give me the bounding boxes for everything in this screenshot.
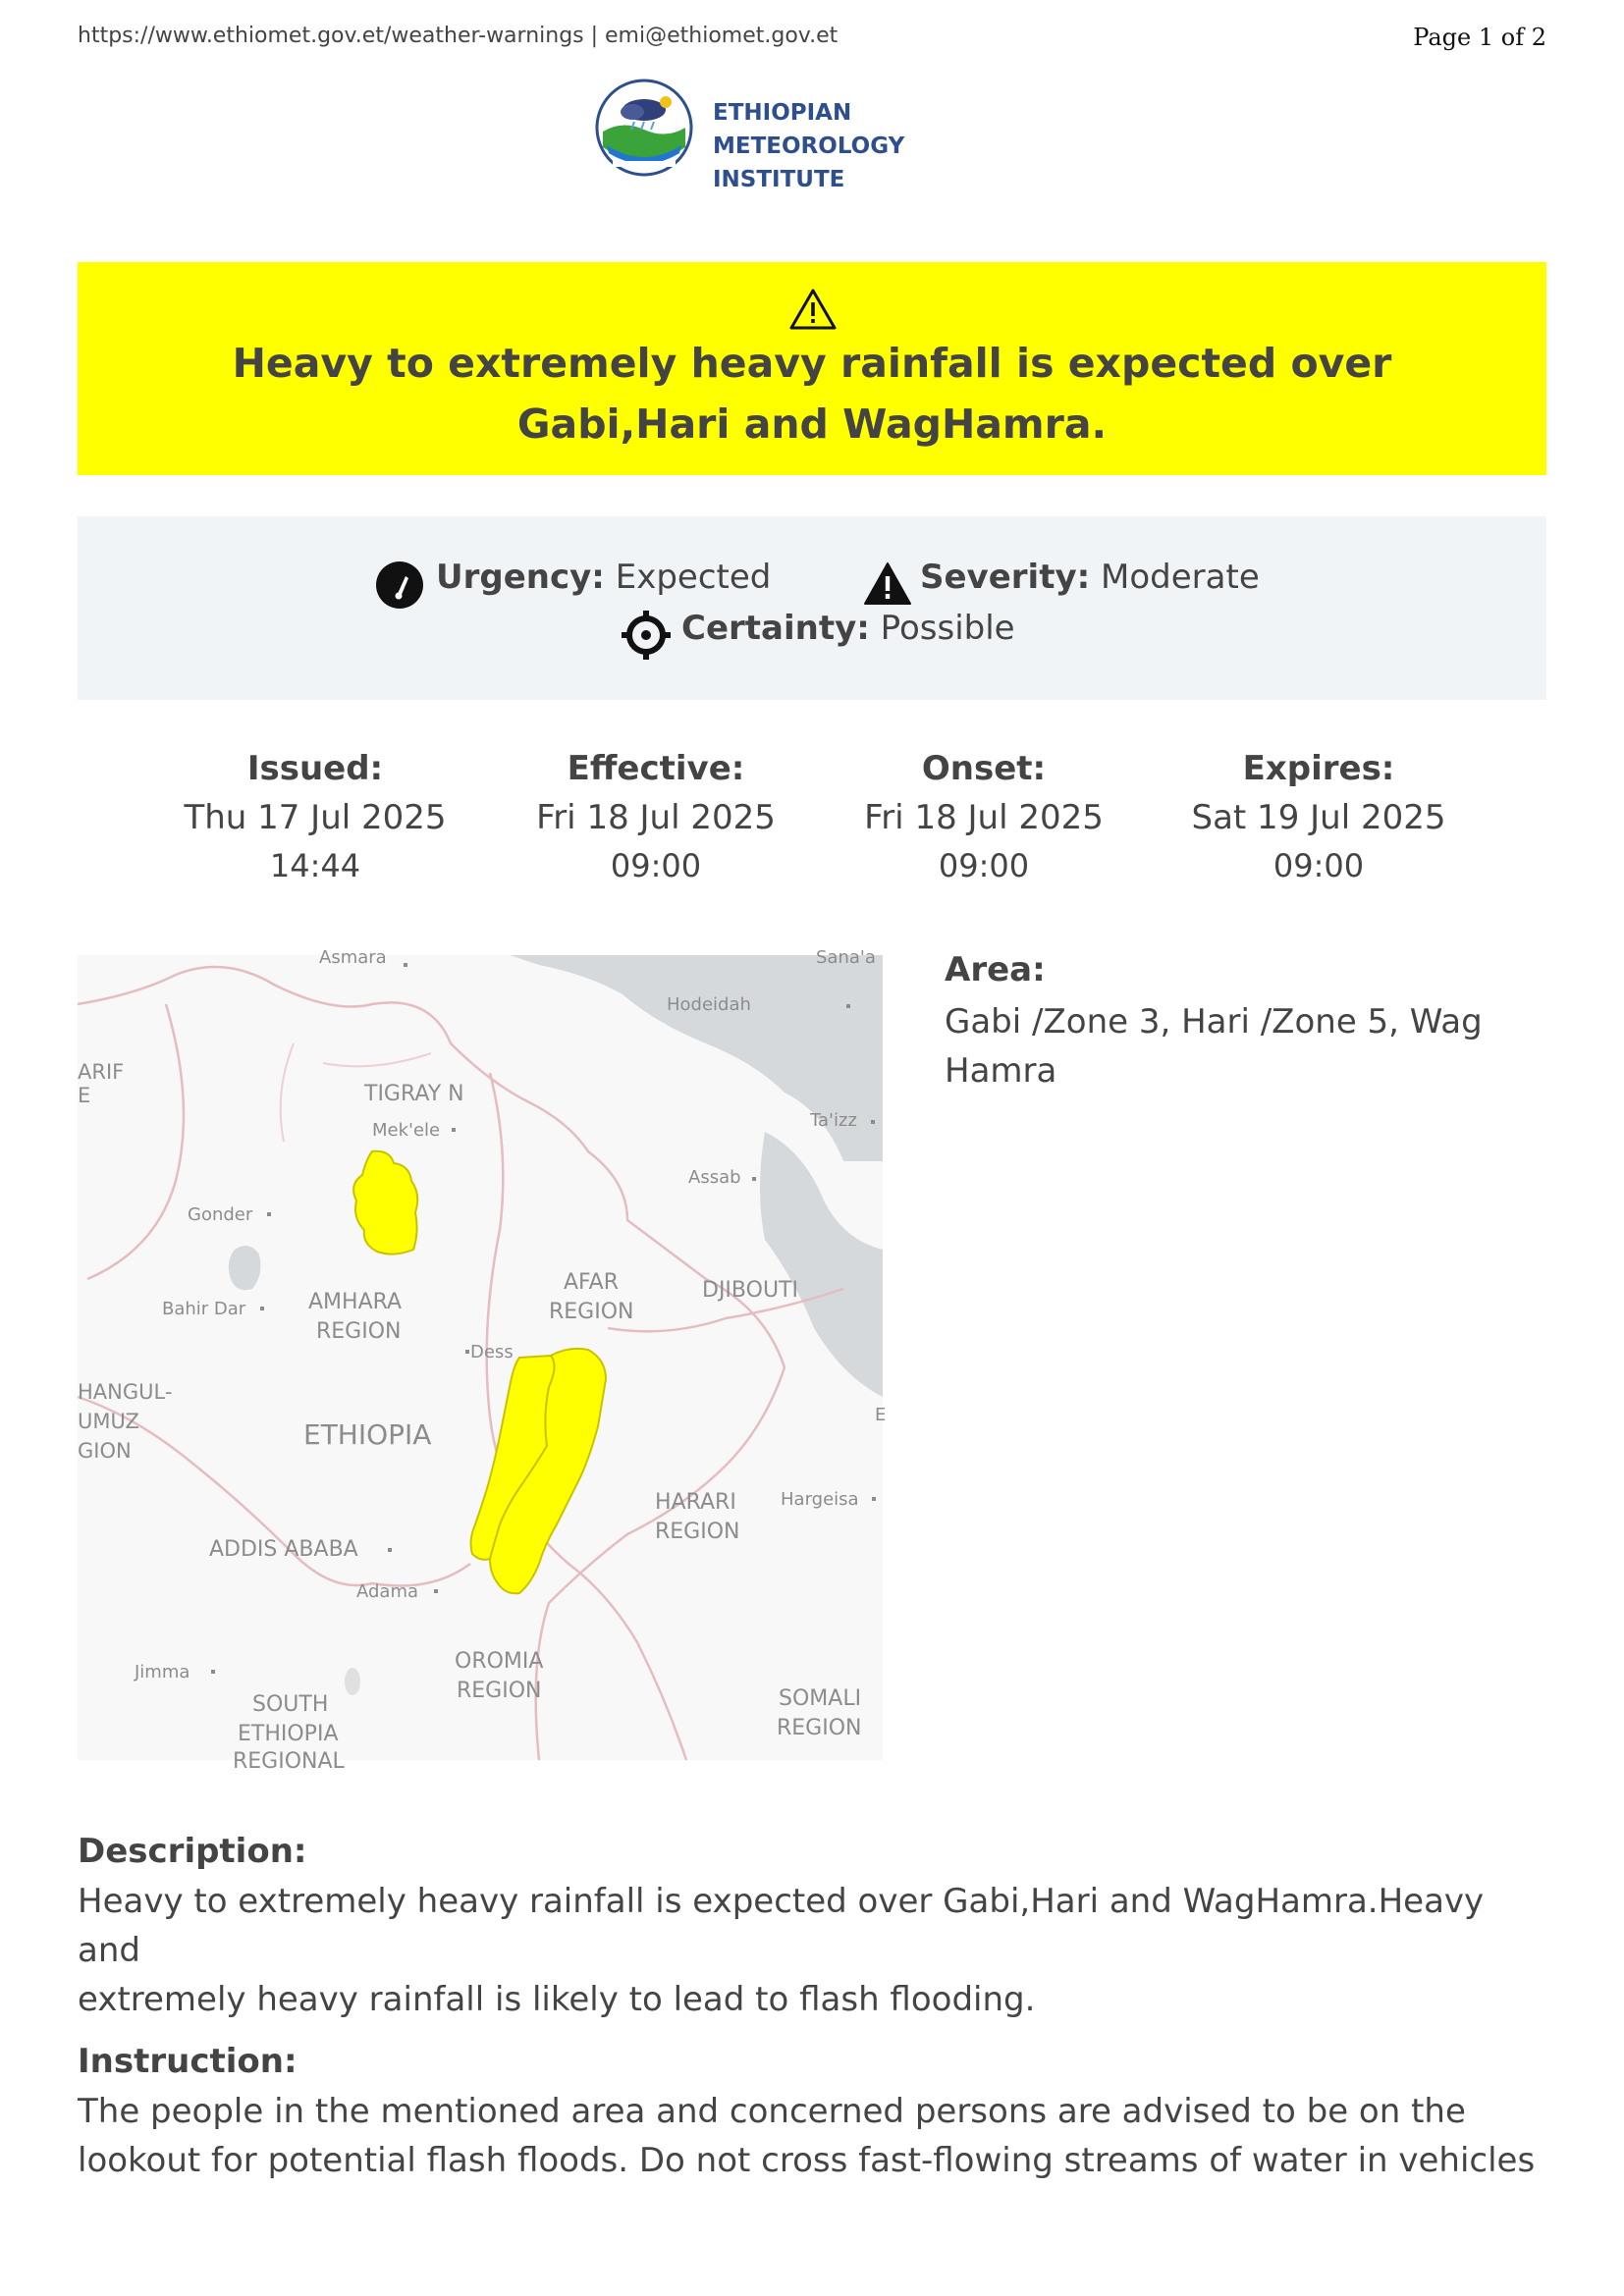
instruction-label: Instruction: — [78, 2042, 298, 2081]
severity-warning-icon — [863, 561, 912, 607]
description-label: Description: — [78, 1832, 307, 1871]
effective-time: 09:00 — [610, 847, 702, 884]
effective-date: Fri 18 Jul 2025 — [536, 798, 776, 837]
expires-block — [1171, 744, 1466, 889]
issued-date: Thu 17 Jul 2025 — [184, 798, 447, 837]
map-label-bahir-dar: Bahir Dar — [162, 1299, 246, 1319]
logo-line-1: ETHIOPIAN METEOROLOGY — [713, 100, 905, 159]
urgency-gauge-icon — [375, 561, 424, 610]
onset-label: Onset: — [921, 749, 1047, 788]
logo-text — [713, 96, 1045, 196]
effective-label: Effective: — [567, 749, 745, 788]
area-value — [945, 997, 1494, 1095]
map-label-arif: ARIF — [78, 1060, 125, 1084]
logo-line-2: INSTITUTE — [713, 167, 845, 192]
instruction-text — [78, 2087, 1550, 2185]
map-label-taizz: Ta'izz — [810, 1110, 857, 1131]
instruction-line-2: lookout for potential flash floods. Do not cross fast-flowing streams of water in vehicles — [78, 2141, 1536, 2180]
map-label-hargeisa: Hargeisa — [781, 1489, 859, 1510]
alert-attributes — [78, 516, 1546, 700]
description-text — [78, 1877, 1550, 2024]
certainty-crosshair-icon — [621, 610, 672, 661]
page-header — [78, 24, 1546, 53]
map-label-oromia-1: OROMIA — [455, 1649, 544, 1674]
map-label-amhara-2: REGION — [316, 1319, 402, 1344]
map-label-afar-1: AFAR — [564, 1270, 620, 1295]
headline-line-2: Gabi,Hari and WagHamra. — [516, 400, 1108, 448]
map-label-addis-ababa: ADDIS ABABA — [209, 1537, 358, 1562]
instruction-line-1: The people in the mentioned area and concerned persons are advised to be on the — [78, 2092, 1466, 2131]
description-line-1: Heavy to extremely heavy rainfall is expected over Gabi,Hari and WagHamra.Heavy and — [78, 1882, 1485, 1970]
lake-tana — [229, 1246, 261, 1290]
issued-label: Issued: — [246, 749, 384, 788]
urgency-label: Urgency: — [436, 558, 605, 597]
onset-block — [837, 744, 1131, 889]
map-label-afar-2: REGION — [549, 1300, 634, 1324]
urgency — [375, 558, 771, 597]
map-label-adama: Adama — [356, 1581, 419, 1602]
severity — [863, 558, 1260, 597]
description-line-2: extremely heavy rainfall is likely to lead to flash flooding. — [78, 1980, 1036, 2019]
map-label-hodeidah: Hodeidah — [667, 994, 751, 1015]
map-label-hangul-2: UMUZ — [78, 1410, 139, 1433]
warning-triangle-icon — [788, 288, 838, 331]
map-label-djibouti: DJIBOUTI — [702, 1278, 798, 1303]
issued-block — [168, 744, 462, 889]
contact-line: https://www.ethiomet.gov.et/weather-warnings | emi@ethiomet.gov.et — [78, 24, 839, 48]
map-label-south-1: SOUTH — [252, 1692, 329, 1717]
severity-label: Severity: — [920, 558, 1091, 597]
expires-label: Expires: — [1242, 749, 1395, 788]
map-label-ethiopia: ETHIOPIA — [303, 1418, 432, 1451]
expires-time: 09:00 — [1272, 847, 1365, 884]
severity-value: Moderate — [1101, 558, 1260, 597]
map-label-asmara: Asmara — [319, 947, 387, 968]
expires-date: Sat 19 Jul 2025 — [1191, 798, 1446, 837]
map-label-hangul-3: GION — [78, 1439, 132, 1463]
issued-time: 14:44 — [269, 847, 361, 884]
lake — [345, 1668, 360, 1695]
effective-block — [509, 744, 803, 889]
ethiopian-meteorology-institute-logo — [583, 77, 705, 181]
warning-banner — [78, 262, 1546, 475]
map-label-assab: Assab — [688, 1167, 741, 1188]
map-label-sanaa: Sana'a — [816, 947, 876, 968]
certainty-label: Certainty: — [681, 609, 870, 648]
map-canvas — [78, 947, 887, 1774]
map-label-somali-1: SOMALI — [779, 1686, 862, 1711]
map-label-gonder: Gonder — [188, 1204, 253, 1225]
page-number: Page 1 of 2 — [1413, 24, 1546, 51]
map-label-mekele: Mek'ele — [372, 1120, 441, 1141]
map-label-oromia-2: REGION — [457, 1679, 542, 1703]
area-label: Area: — [945, 950, 1046, 989]
certainty-value: Possible — [880, 609, 1015, 648]
map-label-harari-2: REGION — [655, 1520, 740, 1544]
warning-map — [78, 947, 887, 1774]
warning-headline — [136, 333, 1488, 454]
area-line-2: Hamra — [945, 1051, 1057, 1091]
map-label-south-3: REGIONAL — [233, 1749, 345, 1774]
map-label-dessie: Dess — [470, 1342, 514, 1362]
map-label-south-2: ETHIOPIA — [238, 1722, 339, 1746]
map-label-jimma: Jimma — [135, 1662, 190, 1682]
map-label-harari-1: HARARI — [655, 1490, 736, 1515]
map-label-e-right: E — [875, 1405, 887, 1425]
map-label-amhara-1: AMHARA — [308, 1290, 403, 1314]
headline-line-1: Heavy to extremely heavy rainfall is expected over — [232, 340, 1392, 387]
map-label-somali-2: REGION — [777, 1716, 862, 1740]
map-label-e: E — [78, 1084, 91, 1107]
onset-date: Fri 18 Jul 2025 — [864, 798, 1104, 837]
certainty — [621, 609, 1015, 648]
urgency-value: Expected — [615, 558, 772, 597]
area-line-1: Gabi /Zone 3, Hari /Zone 5, Wag — [945, 1002, 1483, 1041]
map-label-hangul-1: HANGUL- — [78, 1380, 173, 1404]
institute-logo — [583, 77, 1045, 192]
onset-time: 09:00 — [938, 847, 1030, 884]
map-label-tigray: TIGRAY N — [364, 1082, 464, 1106]
